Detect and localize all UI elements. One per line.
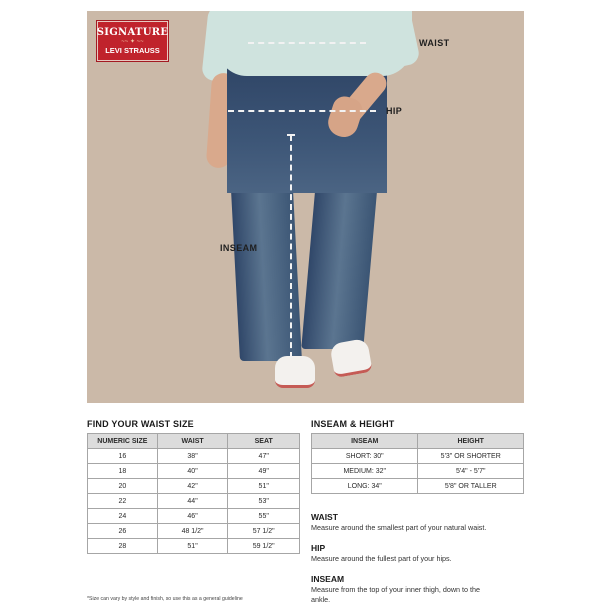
cell-waist: 40" bbox=[157, 464, 228, 479]
left-sneaker bbox=[275, 356, 315, 388]
label-waist: WAIST bbox=[419, 38, 450, 48]
definition-hip-title: HIP bbox=[311, 543, 326, 553]
cell-seat: 59 1/2" bbox=[228, 539, 300, 554]
table-row bbox=[312, 464, 524, 479]
cell-seat: 53" bbox=[228, 494, 300, 509]
table-row bbox=[88, 524, 300, 539]
definition-waist-text: Measure around the smallest part of your natural waist. bbox=[311, 523, 487, 532]
logo-ornament-icon: ~~ ✦ ~~ bbox=[121, 39, 144, 45]
cell-seat: 57 1/2" bbox=[228, 524, 300, 539]
cell-seat: 51" bbox=[228, 479, 300, 494]
cell-waist: 48 1/2" bbox=[157, 524, 228, 539]
table-row bbox=[312, 449, 524, 464]
label-inseam: INSEAM bbox=[220, 243, 258, 253]
signature-levi-strauss-logo bbox=[97, 21, 168, 61]
cell-seat: 49" bbox=[228, 464, 300, 479]
cell-waist: 51" bbox=[157, 539, 228, 554]
table-header-row bbox=[88, 434, 300, 449]
label-hip: HIP bbox=[386, 106, 403, 116]
definition-inseam-title: INSEAM bbox=[311, 574, 345, 584]
header-seat: SEAT bbox=[228, 434, 300, 449]
cell-seat: 55" bbox=[228, 509, 300, 524]
header-inseam: INSEAM bbox=[312, 434, 418, 449]
inseam-height-table bbox=[311, 433, 524, 494]
cell-height: 5'8" OR TALLER bbox=[418, 479, 524, 494]
table-row bbox=[88, 494, 300, 509]
right-sneaker bbox=[329, 338, 372, 378]
cell-waist: 44" bbox=[157, 494, 228, 509]
cell-height: 5'4" - 5'7" bbox=[418, 464, 524, 479]
table-row bbox=[312, 479, 524, 494]
table-header-row bbox=[312, 434, 524, 449]
cell-waist: 46" bbox=[157, 509, 228, 524]
header-waist: WAIST bbox=[157, 434, 228, 449]
cell-size: 24 bbox=[88, 509, 158, 524]
definition-hip-text: Measure around the fullest part of your hips. bbox=[311, 554, 452, 563]
right-leg bbox=[301, 171, 379, 349]
cell-waist: 42" bbox=[157, 479, 228, 494]
inseam-measure-line bbox=[290, 135, 292, 358]
inseam-table-title: INSEAM & HEIGHT bbox=[311, 419, 395, 429]
definition-inseam-text: Measure from the top of your inner thigh, down to the ankle. bbox=[311, 585, 481, 604]
waist-size-table bbox=[87, 433, 300, 554]
waist-measure-line bbox=[248, 42, 366, 44]
waist-table-title: FIND YOUR WAIST SIZE bbox=[87, 419, 194, 429]
hip-measure-line bbox=[228, 110, 376, 112]
cell-waist: 38" bbox=[157, 449, 228, 464]
table-row bbox=[88, 449, 300, 464]
header-height: HEIGHT bbox=[418, 434, 524, 449]
cell-size: 28 bbox=[88, 539, 158, 554]
table-row bbox=[88, 464, 300, 479]
cell-height: 5'3" OR SHORTER bbox=[418, 449, 524, 464]
cell-inseam: SHORT: 30" bbox=[312, 449, 418, 464]
cell-size: 18 bbox=[88, 464, 158, 479]
model-photo bbox=[87, 11, 524, 403]
cell-size: 20 bbox=[88, 479, 158, 494]
logo-line-2: LEVI STRAUSS bbox=[105, 46, 160, 55]
cell-inseam: MEDIUM: 32" bbox=[312, 464, 418, 479]
cell-size: 16 bbox=[88, 449, 158, 464]
cell-size: 22 bbox=[88, 494, 158, 509]
definition-waist-title: WAIST bbox=[311, 512, 338, 522]
table-row bbox=[88, 539, 300, 554]
table-row bbox=[88, 479, 300, 494]
footnote: *Size can vary by style and finish, so use this as a general guideline bbox=[87, 596, 243, 602]
header-numeric-size: NUMERIC SIZE bbox=[88, 434, 158, 449]
cell-inseam: LONG: 34" bbox=[312, 479, 418, 494]
cell-size: 26 bbox=[88, 524, 158, 539]
table-row bbox=[88, 509, 300, 524]
logo-line-1: SIGNATURE bbox=[96, 27, 169, 38]
cell-seat: 47" bbox=[228, 449, 300, 464]
